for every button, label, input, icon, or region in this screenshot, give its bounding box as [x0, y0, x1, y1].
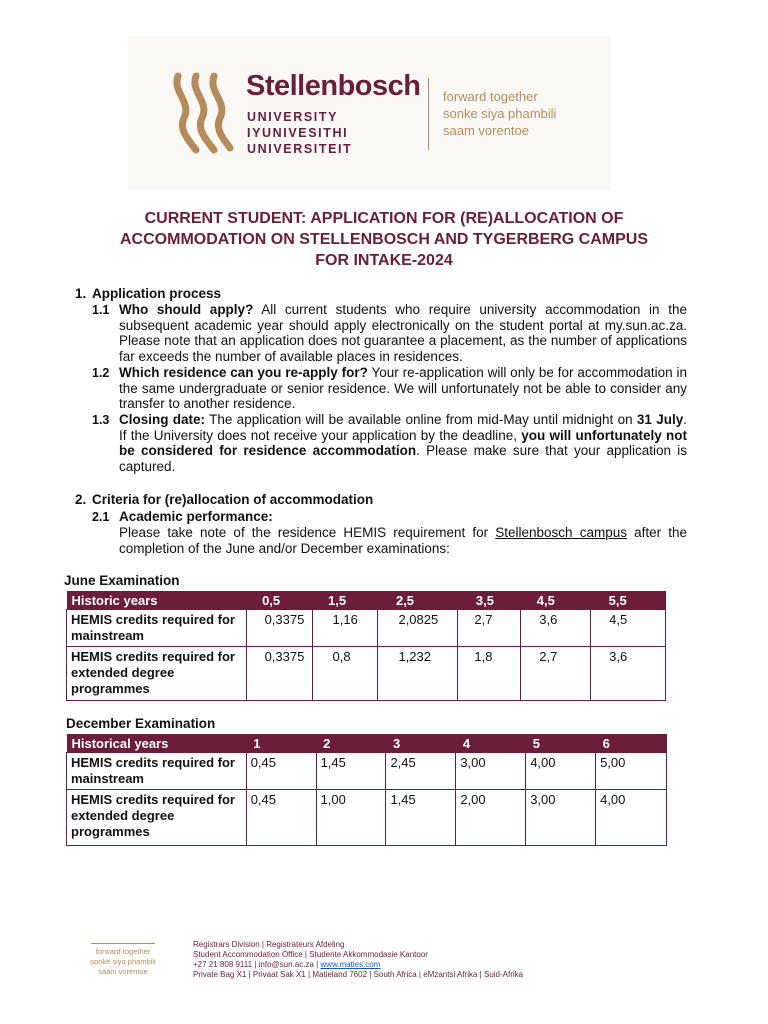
footer-contact: [193, 960, 380, 969]
column-header: Historical years: [67, 734, 247, 753]
column-header: 1,5: [312, 591, 378, 610]
item-1-2-number: 1.2: [92, 366, 110, 380]
footer-division: Registrars Division | Registrateurs Afdeling: [193, 940, 345, 949]
row-label: HEMIS credits required for mainstream: [67, 610, 247, 647]
table-cell: 3,6: [591, 647, 666, 701]
table-cell: 0,3375: [246, 647, 312, 701]
item-2-1-heading: Academic performance:: [119, 509, 273, 524]
footer-motto-logo: [88, 943, 158, 977]
section-1-number: 1.: [75, 286, 87, 301]
document-title: [60, 208, 708, 271]
item-body: after the completion of the June and/or December examinations:: [119, 525, 687, 556]
table-cell: 2,0825: [378, 610, 458, 647]
table-row: [67, 610, 666, 647]
row-label: HEMIS credits required for extended degree programmes: [67, 647, 247, 701]
table-cell: 5,00: [596, 753, 667, 790]
item-body: . If the University does not receive your application by the deadline,: [119, 412, 688, 443]
motto-xhosa: sonke siya phambili: [443, 106, 557, 121]
table-cell: 2,7: [458, 610, 521, 647]
item-body: Please take note of the residence HEMIS requirement for: [119, 525, 496, 540]
column-header: 4,5: [521, 591, 591, 610]
table-cell: 2,00: [456, 790, 526, 846]
logo-divider: [428, 78, 429, 150]
column-header: 2: [316, 734, 386, 753]
table-cell: 1,232: [378, 647, 458, 701]
table-cell: 1,16: [312, 610, 378, 647]
column-header: 5: [526, 734, 596, 753]
table-cell: 1,00: [316, 790, 386, 846]
column-header: 1: [246, 734, 316, 753]
item-1-3-text: [119, 412, 687, 474]
column-header: 2,5: [378, 591, 458, 610]
item-2-1-number: 2.1: [92, 510, 110, 524]
table-row: [67, 790, 667, 846]
june-table: [66, 591, 666, 701]
title-line: CURRENT STUDENT: APPLICATION FOR (RE)ALLOCATION OF: [144, 210, 624, 227]
footer-phone-email: +27 21 808 9111 | info@sun.ac.za |: [193, 960, 321, 969]
table-cell: 4,00: [526, 753, 596, 790]
item-1-2-text: [119, 365, 687, 412]
column-header: 5,5: [591, 591, 666, 610]
logo-line-english: UNIVERSITY: [247, 110, 339, 124]
column-header: 0,5: [246, 591, 312, 610]
logo-wordmark: Stellenbosch: [246, 70, 421, 102]
table-cell: 4,5: [591, 610, 666, 647]
footer-address: Private Bag X1 | Privaat Sak X1 | Matieland 7602 | South Africa | eMzantsi Afrika | Suid-Afrika: [193, 970, 524, 979]
june-table-title: June Examination: [64, 573, 180, 588]
table-cell: 0,8: [312, 647, 378, 701]
table-cell: 1,8: [458, 647, 521, 701]
table-cell: 2,7: [521, 647, 591, 701]
item-1-3-number: 1.3: [92, 413, 110, 427]
item-1-1-number: 1.1: [92, 303, 110, 317]
column-header: 6: [596, 734, 667, 753]
footer-office: Student Accommodation Office | Studente Akkommodasie Kantoor: [193, 950, 428, 959]
item-lead: Closing date:: [119, 412, 206, 427]
december-table: [66, 734, 667, 846]
section-2-heading: Criteria for (re)allocation of accommodation: [92, 492, 374, 507]
motto-afrikaans: saam vorentoe: [443, 123, 529, 138]
column-header: Historic years: [67, 591, 247, 610]
table-cell: 3,6: [521, 610, 591, 647]
row-label: HEMIS credits required for extended degree programmes: [67, 790, 247, 846]
motto-english: forward together: [443, 89, 538, 104]
table-row: [67, 753, 667, 790]
table-cell: 0,3375: [246, 610, 312, 647]
title-line: ACCOMMODATION ON STELLENBOSCH AND TYGERBERG CAMPUS: [120, 231, 648, 248]
table-cell: 3,00: [526, 790, 596, 846]
maties-website-link[interactable]: www.maties.com: [320, 960, 381, 969]
logo-line-xhosa: IYUNIVESITHI: [247, 126, 349, 140]
row-label: HEMIS credits required for mainstream: [67, 753, 247, 790]
column-header: 4: [456, 734, 526, 753]
table-cell: 0,45: [246, 790, 316, 846]
item-body: . Please make sure that your application is captured.: [119, 443, 687, 474]
item-body: The application will be available online from mid-May until midnight on: [205, 412, 637, 427]
column-header: 3: [386, 734, 456, 753]
table-cell: 2,45: [386, 753, 456, 790]
logo-line-afrikaans: UNIVERSITEIT: [247, 142, 353, 156]
table-cell: 1,45: [316, 753, 386, 790]
item-1-1-text: [119, 302, 687, 364]
item-2-1-text: [119, 525, 687, 556]
item-lead: Which residence can you re-apply for?: [119, 365, 368, 380]
title-line: FOR INTAKE-2024: [315, 252, 453, 269]
table-header-row: [67, 591, 666, 610]
closing-date: 31 July: [636, 412, 684, 427]
footer-motto: forward together: [95, 947, 151, 956]
university-crest-icon: [170, 72, 236, 154]
december-table-title: December Examination: [66, 716, 216, 731]
footer-motto: saam vorentoe: [98, 967, 148, 976]
item-body: All current students who require university accommodation in the subsequent academic year should apply electronically on the student portal at my.sun.ac.za. Please note that an application does not guarantee a placement, as the number of applications far exceeds the number of available places in residences.: [119, 302, 687, 364]
stellenbosch-campus-link[interactable]: Stellenbosch campus: [495, 525, 627, 540]
section-1-heading: Application process: [92, 286, 222, 301]
table-cell: 1,45: [386, 790, 456, 846]
table-cell: 4,00: [596, 790, 667, 846]
table-cell: 0,45: [246, 753, 316, 790]
table-header-row: [67, 734, 667, 753]
footer-motto: sonke siya phambili: [90, 957, 156, 966]
section-2-number: 2.: [75, 492, 87, 507]
table-cell: 3,00: [456, 753, 526, 790]
footer-rule: [91, 943, 155, 944]
item-lead: Who should apply?: [119, 302, 254, 317]
table-row: [67, 647, 666, 701]
item-body: Your re-application will only be for accommodation in the same undergraduate or senior residence. We will unfortunately not be able to consider any transfer to another residence.: [119, 365, 687, 411]
column-header: 3,5: [458, 591, 521, 610]
deadline-warning: you will unfortunately not be considered for residence accommodation: [119, 427, 687, 458]
